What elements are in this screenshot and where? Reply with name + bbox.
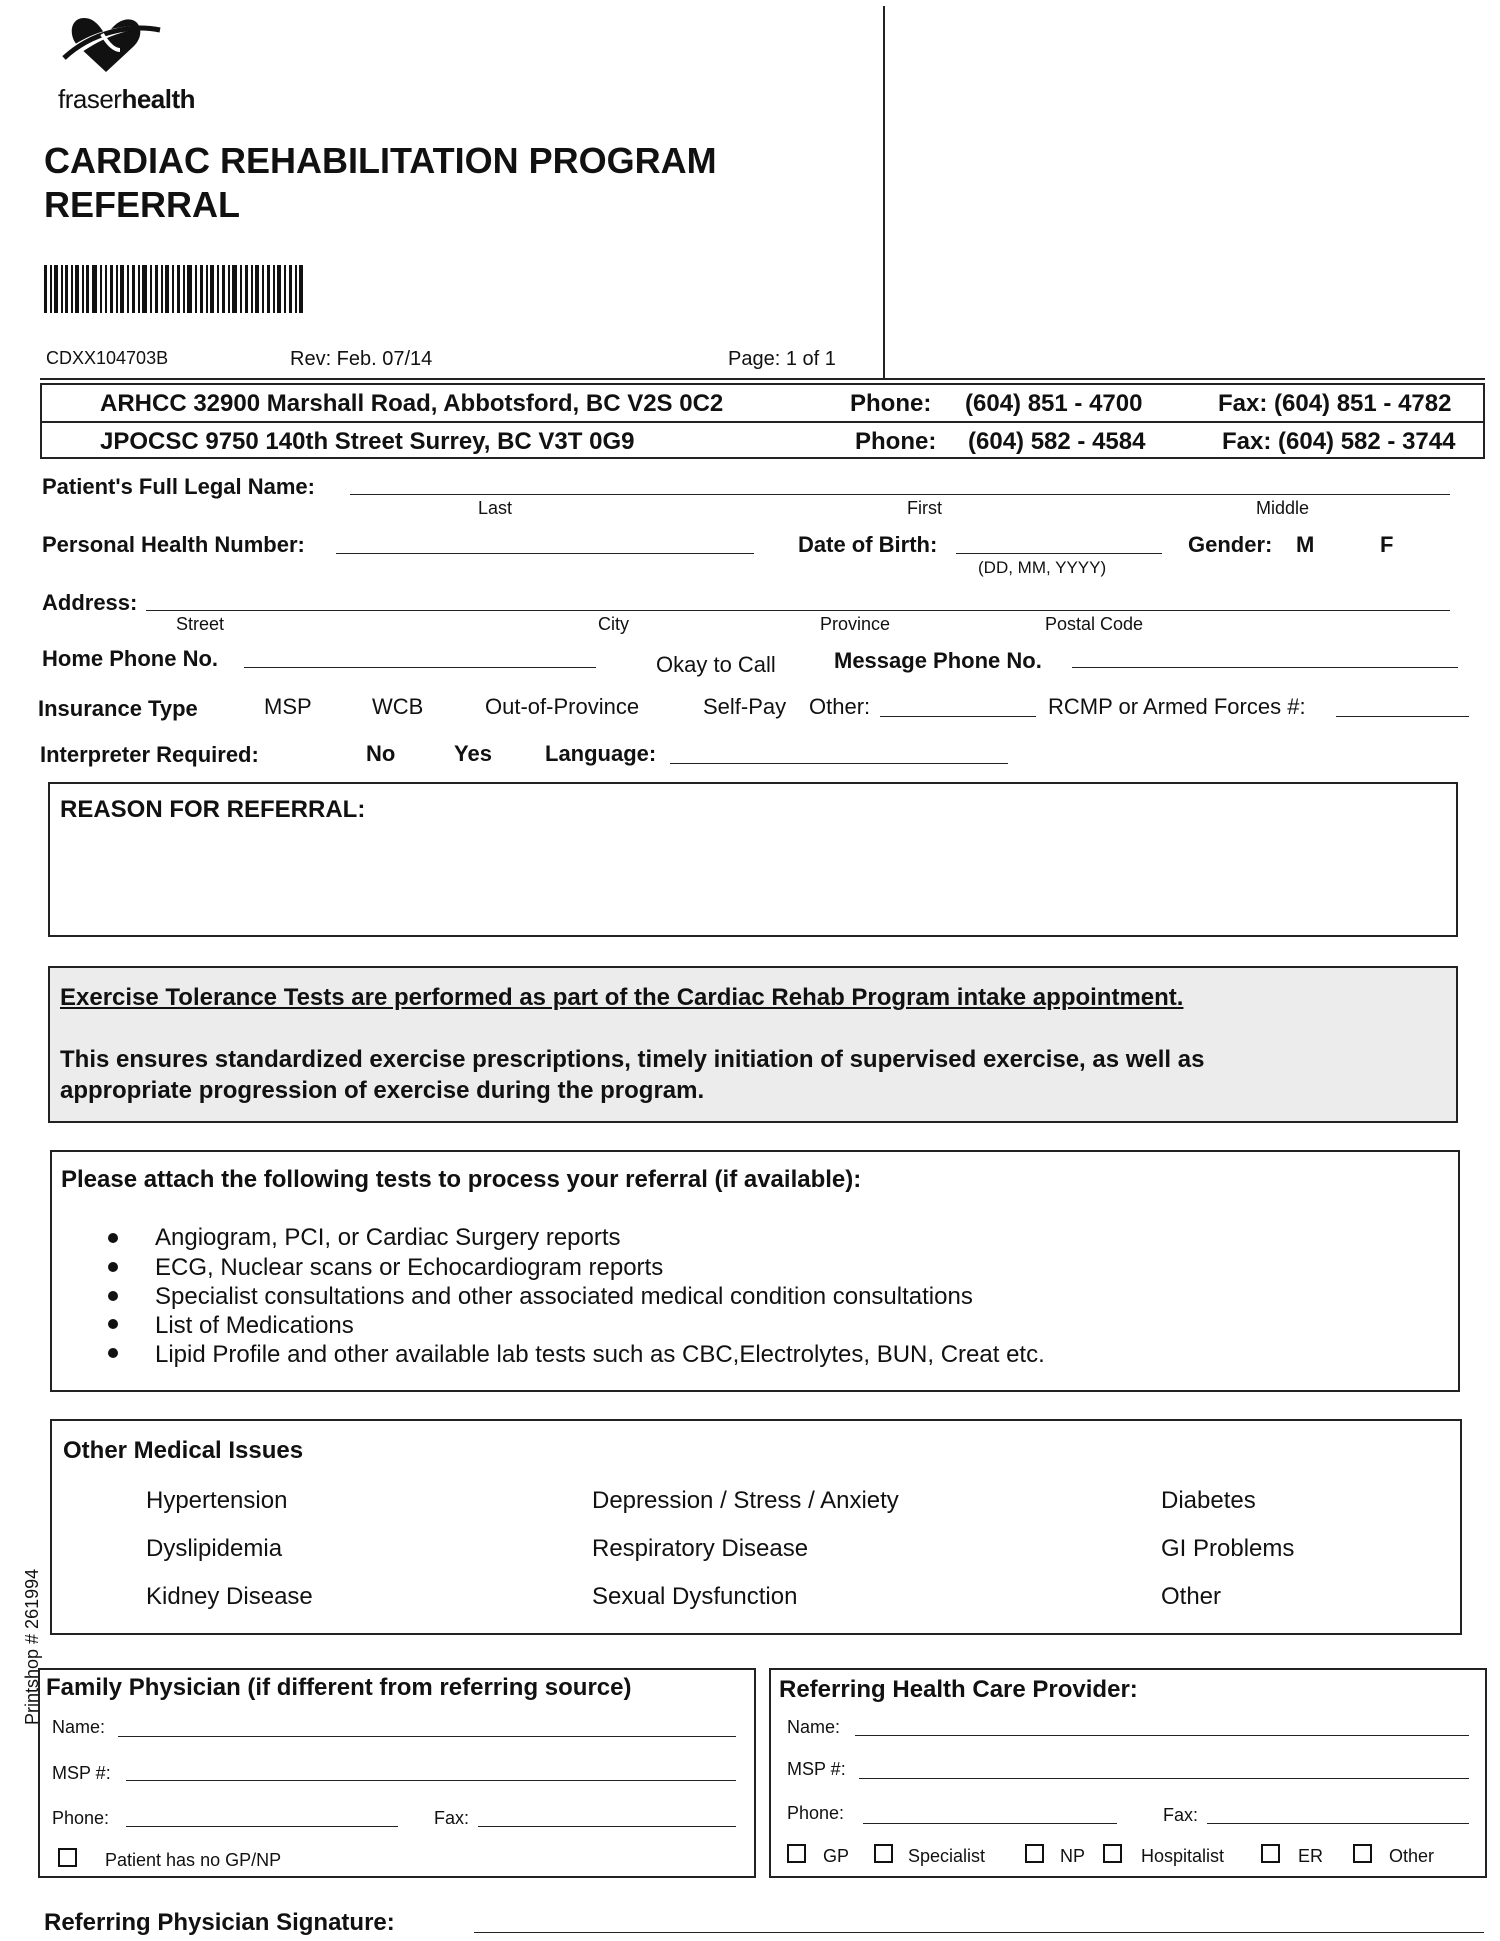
interpreter-option-no[interactable]: No <box>366 741 396 766</box>
dob-label: Date of Birth: <box>798 532 938 557</box>
address-part-postal-code: Postal Code <box>1045 614 1144 634</box>
exercise-note-box <box>48 966 1458 1123</box>
interpreter-label: Interpreter Required: <box>40 742 259 767</box>
rp-type-np-label: NP <box>1060 1846 1086 1866</box>
bullet-icon <box>108 1348 118 1358</box>
rp-name-label: Name: <box>787 1717 841 1737</box>
location-jpocsc-fax: Fax: (604) 582 - 3744 <box>1222 428 1456 455</box>
fp-fax-label: Fax: <box>434 1808 470 1828</box>
message-phone-label: Message Phone No. <box>834 648 1042 673</box>
no-gp-checkbox[interactable] <box>58 1848 77 1867</box>
dob-field[interactable] <box>956 553 1162 554</box>
rp-msp-field[interactable] <box>859 1778 1469 1779</box>
location-jpocsc-phone-label: Phone: <box>855 428 937 455</box>
rp-name-field[interactable] <box>855 1735 1469 1736</box>
name-part-first: First <box>907 498 942 518</box>
medical-issues-title: Other Medical Issues <box>63 1437 304 1464</box>
address-part-city: City <box>598 614 629 634</box>
bullet-icon <box>108 1291 118 1301</box>
message-phone-field[interactable] <box>1072 667 1458 668</box>
medical-issues-box <box>50 1419 1462 1635</box>
rp-type-np-checkbox[interactable] <box>1025 1844 1044 1863</box>
rp-type-er-label: ER <box>1298 1846 1324 1866</box>
address-field[interactable] <box>146 610 1450 611</box>
attachments-box <box>50 1150 1460 1392</box>
rcmp-label: RCMP or Armed Forces #: <box>1048 694 1306 719</box>
form-code: CDXX104703B <box>46 348 169 368</box>
rp-type-gp-label: GP <box>823 1846 850 1866</box>
language-field[interactable] <box>670 763 1008 764</box>
exercise-note-line3: appropriate progression of exercise during the program. <box>60 1077 705 1104</box>
address-label: Address: <box>42 590 138 615</box>
rp-type-hospitalist-label: Hospitalist <box>1141 1846 1225 1866</box>
heart-logo-icon <box>62 14 162 76</box>
rp-type-gp-checkbox[interactable] <box>787 1844 806 1863</box>
rp-type-other-checkbox[interactable] <box>1353 1844 1372 1863</box>
page-number: Page: 1 of 1 <box>728 348 836 370</box>
home-phone-label: Home Phone No. <box>42 646 219 671</box>
fp-msp-field[interactable] <box>126 1780 736 1781</box>
dob-format-hint: (DD, MM, YYYY) <box>978 558 1107 577</box>
no-gp-label: Patient has no GP/NP <box>105 1850 282 1870</box>
barcode-icon <box>44 265 304 313</box>
attachment-item: Angiogram, PCI, or Cardiac Surgery reports <box>155 1224 621 1251</box>
okay-to-call-option[interactable]: Okay to Call <box>656 652 776 677</box>
phn-label: Personal Health Number: <box>42 532 305 557</box>
reason-for-referral-box[interactable] <box>48 782 1458 937</box>
form-title-line2: REFERRAL <box>44 184 240 225</box>
issue-diabetes[interactable]: Diabetes <box>1161 1487 1256 1514</box>
fp-phone-label: Phone: <box>52 1808 110 1828</box>
issue-other[interactable]: Other <box>1161 1583 1222 1610</box>
revision-date: Rev: Feb. 07/14 <box>290 348 433 370</box>
referring-provider-box <box>769 1668 1487 1878</box>
fp-phone-field[interactable] <box>126 1826 398 1827</box>
bullet-icon <box>108 1233 118 1243</box>
issue-kidney[interactable]: Kidney Disease <box>146 1583 313 1610</box>
location-arhcc-address: ARHCC 32900 Marshall Road, Abbotsford, BC V2S 0C2 <box>100 390 724 417</box>
rcmp-field[interactable] <box>1336 716 1469 717</box>
issue-respiratory[interactable]: Respiratory Disease <box>592 1535 809 1562</box>
rp-phone-field[interactable] <box>863 1823 1117 1824</box>
exercise-note-line2: This ensures standardized exercise prescriptions, timely initiation of supervised exercise, as well as <box>60 1046 1205 1073</box>
printshop-number: Printshop # 261994 <box>22 1568 42 1725</box>
rp-phone-label: Phone: <box>787 1803 845 1823</box>
exercise-note-line1: Exercise Tolerance Tests are performed as part of the Cardiac Rehab Program intake appointment. <box>60 984 1184 1011</box>
insurance-option-self-pay[interactable]: Self-Pay <box>703 694 787 719</box>
insurance-other-field[interactable] <box>880 716 1036 717</box>
attachment-item: ECG, Nuclear scans or Echocardiogram reports <box>155 1254 664 1281</box>
form-title-line1: CARDIAC REHABILITATION PROGRAM <box>44 140 717 181</box>
rp-type-er-checkbox[interactable] <box>1261 1844 1280 1863</box>
rp-type-specialist-checkbox[interactable] <box>874 1844 893 1863</box>
address-part-street: Street <box>176 614 225 634</box>
name-part-last: Last <box>478 498 513 518</box>
fp-name-field[interactable] <box>118 1736 736 1737</box>
rp-fax-label: Fax: <box>1163 1805 1199 1825</box>
attachment-item: Specialist consultations and other associated medical condition consultations <box>155 1283 973 1310</box>
rp-msp-label: MSP #: <box>787 1759 846 1779</box>
patient-name-field[interactable] <box>350 494 1450 495</box>
home-phone-field[interactable] <box>244 667 596 668</box>
fp-fax-field[interactable] <box>478 1826 736 1827</box>
reason-for-referral-title: REASON FOR REFERRAL: <box>60 796 366 823</box>
location-arhcc-phone: (604) 851 - 4700 <box>965 390 1143 417</box>
issue-sexual-dysfunction[interactable]: Sexual Dysfunction <box>592 1583 798 1610</box>
gender-option-m[interactable]: M <box>1296 532 1315 557</box>
rp-type-specialist-label: Specialist <box>908 1846 986 1866</box>
family-physician-box <box>38 1668 756 1878</box>
patient-name-label: Patient's Full Legal Name: <box>42 474 315 499</box>
barcode <box>44 265 304 318</box>
header-divider <box>883 6 885 378</box>
attachment-item: Lipid Profile and other available lab tests such as CBC,Electrolytes, BUN, Creat etc. <box>155 1341 1045 1368</box>
signature-label: Referring Physician Signature: <box>44 1909 395 1936</box>
fp-name-label: Name: <box>52 1717 106 1737</box>
bullet-icon <box>108 1262 118 1272</box>
header-rule <box>40 378 1485 380</box>
location-jpocsc-address: JPOCSC 9750 140th Street Surrey, BC V3T 0G9 <box>100 428 635 455</box>
rp-type-hospitalist-checkbox[interactable] <box>1103 1844 1122 1863</box>
insurance-other-label: Other: <box>809 694 871 719</box>
insurance-option-wcb[interactable]: WCB <box>372 694 424 719</box>
locations-table-divider <box>40 421 1485 423</box>
insurance-option-msp[interactable]: MSP <box>264 694 312 719</box>
issue-depression[interactable]: Depression / Stress / Anxiety <box>592 1487 899 1514</box>
location-jpocsc-phone: (604) 582 - 4584 <box>968 428 1146 455</box>
insurance-type-label: Insurance Type <box>38 696 198 721</box>
gender-option-f[interactable]: F <box>1380 532 1394 557</box>
attachments-title: Please attach the following tests to process your referral (if available): <box>61 1166 862 1193</box>
name-part-middle: Middle <box>1256 498 1310 518</box>
issue-gi-problems[interactable]: GI Problems <box>1161 1535 1295 1562</box>
bullet-icon <box>108 1319 118 1329</box>
signature-field[interactable] <box>474 1932 1484 1933</box>
address-part-province: Province <box>820 614 891 634</box>
fp-msp-label: MSP #: <box>52 1763 111 1783</box>
issue-dyslipidemia[interactable]: Dyslipidemia <box>146 1535 283 1562</box>
rp-fax-field[interactable] <box>1207 1823 1469 1824</box>
interpreter-option-yes[interactable]: Yes <box>454 741 492 766</box>
fraserhealth-logo <box>58 14 196 114</box>
referring-provider-title: Referring Health Care Provider: <box>779 1676 1138 1703</box>
family-physician-title: Family Physician (if different from referring source) <box>46 1674 632 1701</box>
language-label: Language: <box>545 741 657 766</box>
gender-label: Gender: <box>1188 532 1273 557</box>
issue-hypertension[interactable]: Hypertension <box>146 1487 288 1514</box>
logo-text-light: fraser <box>58 84 122 114</box>
phn-field[interactable] <box>336 553 754 554</box>
insurance-option-out-of-province[interactable]: Out-of-Province <box>485 694 640 719</box>
rp-type-other-label: Other <box>1389 1846 1435 1866</box>
location-arhcc-fax: Fax: (604) 851 - 4782 <box>1218 390 1452 417</box>
attachment-item: List of Medications <box>155 1312 354 1339</box>
logo-text-bold: health <box>121 84 196 114</box>
location-arhcc-phone-label: Phone: <box>850 390 932 417</box>
